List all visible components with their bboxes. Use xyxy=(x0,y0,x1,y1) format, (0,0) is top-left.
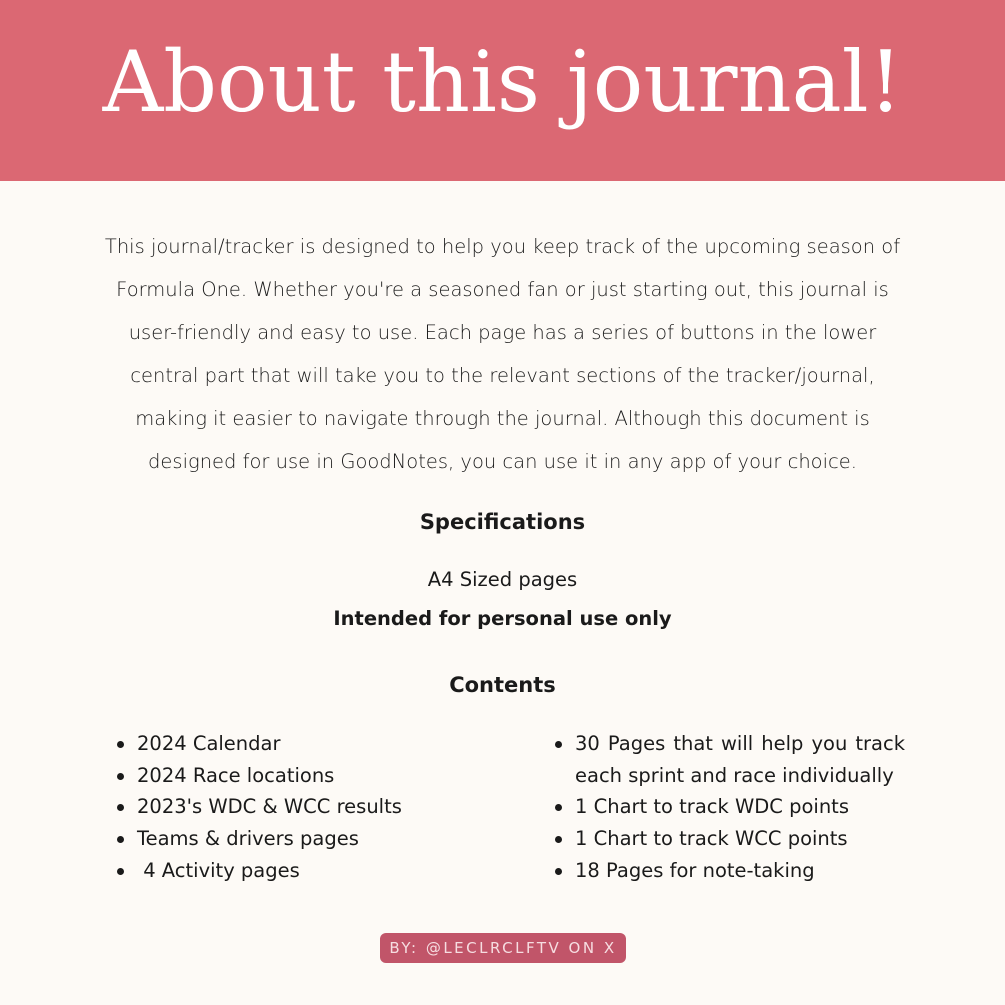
bullet-icon xyxy=(117,836,124,843)
bullet-icon xyxy=(555,804,562,811)
list-item-label: 18 Pages for note-taking xyxy=(575,858,815,882)
list-item-label: 4 Activity pages xyxy=(137,858,300,882)
list-item xyxy=(117,728,517,760)
intro-paragraph: This journal/tracker is designed to help you keep track of the upcoming season of Formula One. Whether you're a seasoned fan or just starting out, this journal is user-friendly and easy to use. Each page has a series of buttons in the lower central part that will take you to the relevant sections of the tracker/journal, making it easier to navigate through the journal. Although this document is designed for use in GoodNotes, you can use it in any app of your choice. xyxy=(104,235,901,473)
header-banner xyxy=(0,0,1005,181)
bullet-icon xyxy=(555,868,562,875)
bullet-icon xyxy=(117,741,124,748)
list-item-continuation xyxy=(555,760,905,792)
list-item xyxy=(555,855,905,887)
list-item-label: 30 Pages that will help you track xyxy=(575,732,905,755)
spec-page-size: A4 Sized pages xyxy=(427,568,578,591)
bullet-icon xyxy=(555,741,562,748)
page-title: About this journal! xyxy=(102,32,903,131)
contents-list-right xyxy=(555,728,905,887)
spec-usage-note: Intended for personal use only xyxy=(333,607,672,630)
list-item-label: 1 Chart to track WDC points xyxy=(575,795,849,819)
specifications-heading: Specifications xyxy=(419,510,586,534)
list-item xyxy=(555,823,905,855)
bullet-icon xyxy=(117,868,124,875)
contents-list-left xyxy=(117,728,517,887)
list-item xyxy=(117,760,517,792)
list-item xyxy=(555,791,905,823)
list-item-label: 1 Chart to track WCC points xyxy=(575,827,848,851)
list-item xyxy=(555,728,905,760)
list-item xyxy=(117,791,517,823)
list-item-label: 2023's WDC & WCC results xyxy=(137,795,402,819)
bullet-icon xyxy=(555,836,562,843)
list-item-label: 2024 Calendar xyxy=(137,732,281,755)
list-item xyxy=(117,855,517,887)
author-credit-badge: BY: @LECLRCLFTV ON X xyxy=(380,933,626,963)
list-item-label: 2024 Race locations xyxy=(137,763,335,787)
bullet-icon xyxy=(117,773,124,780)
list-item-label: Teams & drivers pages xyxy=(137,827,359,851)
list-item-label: each sprint and race individually xyxy=(575,763,894,787)
bullet-icon xyxy=(117,804,124,811)
list-item xyxy=(117,823,517,855)
contents-heading: Contents xyxy=(449,673,556,697)
